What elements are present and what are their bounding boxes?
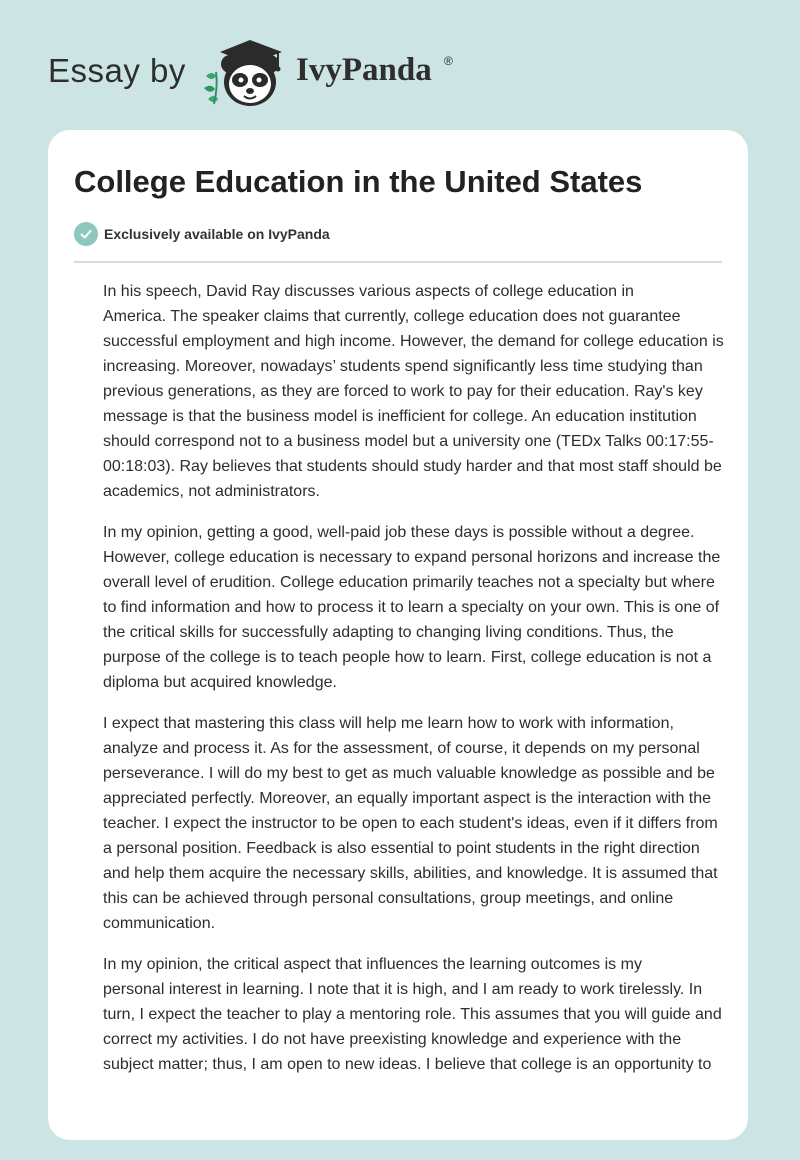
paragraph-line: However, college education is necessary to expand personal horizons and increase the (103, 549, 721, 566)
paragraph-line: teacher. I expect the instructor to be open to each student's ideas, even if it differs from (103, 815, 718, 832)
paragraph-line: successful employment and high income. However, the demand for college education is (103, 333, 724, 350)
essay-paragraph-2 (74, 520, 724, 695)
paragraph-line: personal interest in learning. I note that it is high, and I am ready to work tirelessly. In (103, 981, 703, 998)
paragraph-line: this can be achieved through personal consultations, group meetings, and online (103, 890, 674, 907)
registered-mark: ® (444, 54, 453, 68)
panda-logo-icon[interactable] (198, 36, 294, 110)
paragraph-line: America. The speaker claims that currently, college education does not guarantee (103, 308, 681, 325)
site-header (0, 0, 800, 130)
exclusive-badge-label: Exclusively available on IvyPanda (104, 226, 330, 242)
paragraph-line: In my opinion, the critical aspect that influences the learning outcomes is my (103, 956, 642, 973)
exclusive-badge (74, 222, 330, 246)
paragraph-line: the critical skills for successfully adapting to changing living conditions. Thus, the (103, 624, 674, 641)
paragraph-line: purpose of the college is to teach people how to learn. First, college education is not a (103, 649, 712, 666)
essay-body (74, 279, 724, 1093)
essay-paragraph-1 (74, 279, 724, 504)
paragraph-line: previous generations, as they are forced to work to pay for their education. Ray's key (103, 383, 703, 400)
paragraph-line: should correspond not to a business model but a university one (TEDx Talks 00:17:55- (103, 433, 714, 450)
essay-paragraph-3 (74, 711, 724, 936)
paragraph-line: communication. (103, 915, 216, 932)
paragraph-line: to find information and how to process it to learn a specialty on your own. This is one of (103, 599, 720, 616)
essay-paragraph-4 (74, 952, 724, 1077)
paragraph-line: a personal position. Feedback is also essential to point students in the right direction (103, 840, 700, 857)
paragraph-line: increasing. Moreover, nowadays’ students spend significantly less time studying than (103, 358, 703, 375)
paragraph-line: and help them acquire the necessary skills, abilities, and knowledge. It is assumed that (103, 865, 718, 882)
essay-by-label: Essay by (48, 52, 186, 89)
ivypanda-brand[interactable]: IvyPanda (296, 52, 432, 88)
paragraph-line: academics, not administrators. (103, 483, 320, 500)
paragraph-line: turn, I expect the teacher to play a mentoring role. This assumes that you will guide and (103, 1006, 722, 1023)
paragraph-line: overall level of erudition. College education primarily teaches not a specialty but where (103, 574, 715, 591)
paragraph-line: perseverance. I will do my best to get as much valuable knowledge as possible and be (103, 765, 715, 782)
paragraph-line: message is that the business model is inefficient for college. An education institution (103, 408, 697, 425)
paragraph-line: I expect that mastering this class will help me learn how to work with information, (103, 715, 674, 732)
paragraph-line: 00:18:03). Ray believes that students should study harder and that most staff should be (103, 458, 722, 475)
paragraph-line: diploma but acquired knowledge. (103, 674, 337, 691)
essay-title: College Education in the United States (74, 164, 643, 199)
title-divider (74, 261, 722, 263)
check-circle-icon (74, 222, 98, 246)
paragraph-line: subject matter; thus, I am open to new ideas. I believe that college is an opportunity to (103, 1056, 712, 1073)
paragraph-line: correct my activities. I do not have preexisting knowledge and experience with the (103, 1031, 682, 1048)
paragraph-line: In his speech, David Ray discusses various aspects of college education in (103, 283, 634, 300)
paragraph-line: analyze and process it. As for the assessment, of course, it depends on my personal (103, 740, 700, 757)
paragraph-line: appreciated perfectly. Moreover, an equally important aspect is the interaction with the (103, 790, 712, 807)
essay-card (48, 130, 748, 1140)
paragraph-line: In my opinion, getting a good, well-paid job these days is possible without a degree. (103, 524, 695, 541)
